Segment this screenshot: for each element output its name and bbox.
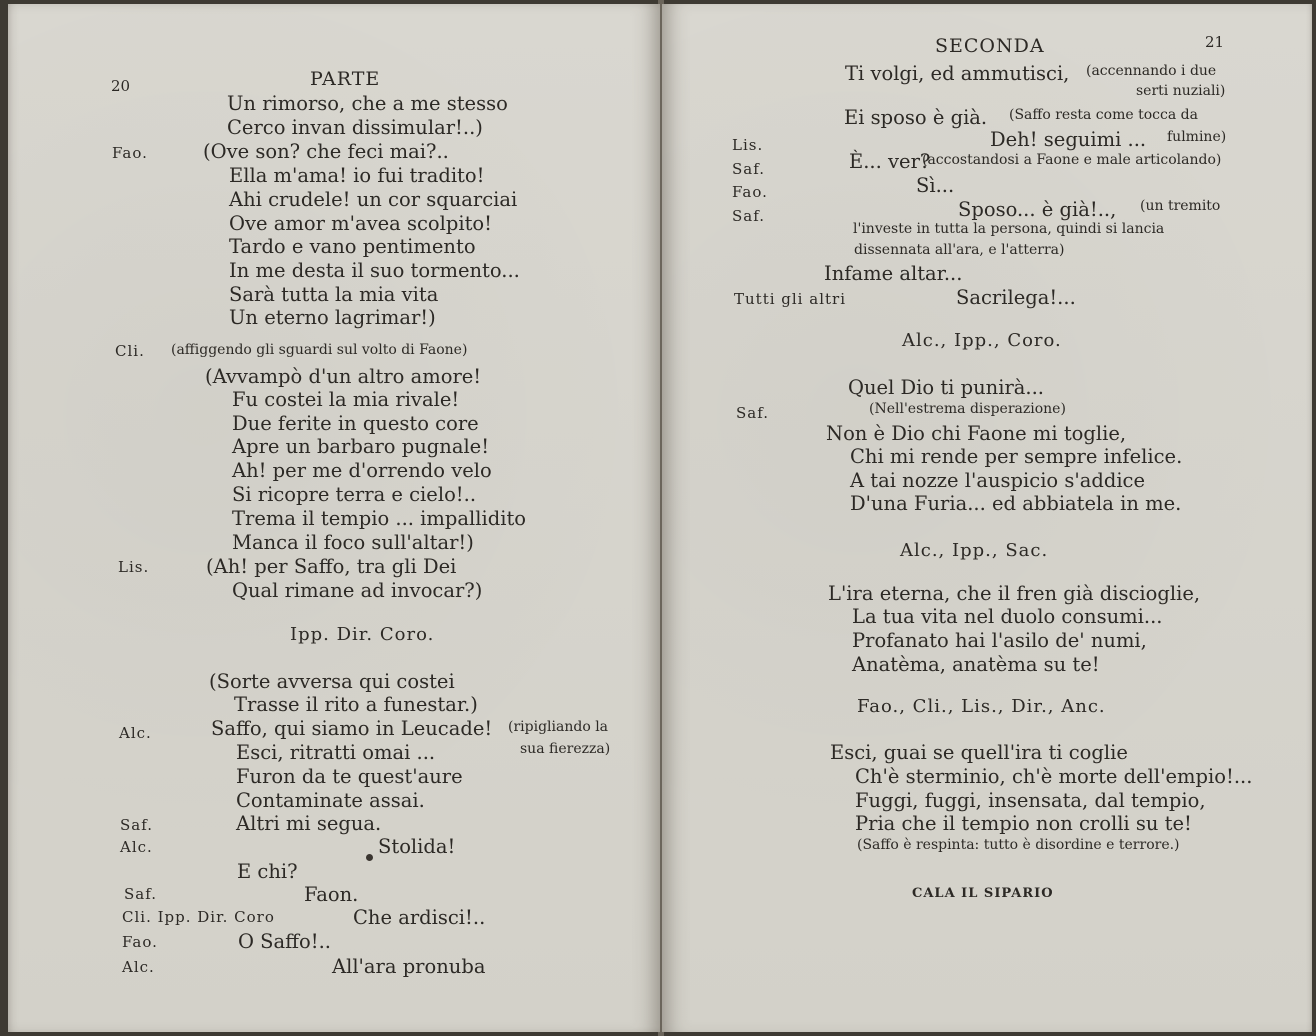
verse-line: È... ver?	[849, 150, 931, 173]
verse-line: Infame altar...	[824, 262, 963, 285]
speaker-label: Tutti gli altri	[734, 290, 846, 308]
verse-line: Pria che il tempio non crolli su te!	[855, 812, 1192, 835]
speaker-label: Saf.	[120, 816, 154, 834]
verse-line: Apre un barbaro pugnale!	[232, 435, 490, 458]
verse-line: Sì...	[916, 174, 955, 197]
verse-line: (Ove son? che feci mai?..	[203, 140, 449, 163]
verse-line: Chi mi rende per sempre infelice.	[850, 445, 1183, 468]
verse-line: Tardo e vano pentimento	[229, 235, 476, 258]
verse-line: Furon da te quest'aure	[236, 765, 463, 788]
verse-line: In me desta il suo tormento...	[229, 259, 520, 282]
verse-line: Ti volgi, ed ammutisci,	[845, 62, 1070, 85]
stage-direction: (ripigliando la	[508, 719, 609, 735]
verse-line: Esci, guai se quell'ira ti coglie	[830, 741, 1128, 764]
verse-line: (Avvampò d'un altro amore!	[205, 365, 482, 388]
page-number: 20	[111, 77, 131, 95]
speaker-label: Saf.	[124, 885, 158, 903]
verse-line: All'ara pronuba	[332, 955, 486, 978]
verse-line: Ove amor m'avea scolpito!	[229, 212, 493, 235]
speaker-label: Fao.	[112, 144, 148, 162]
verse-line: (Ah! per Saffo, tra gli Dei	[206, 555, 457, 578]
speaker-label: Cli.	[115, 342, 145, 360]
verse-line: Non è Dio chi Faone mi toglie,	[826, 422, 1127, 445]
speaker-label: Fao.	[732, 183, 768, 201]
stage-direction: (Saffo resta come tocca da	[1009, 107, 1198, 123]
verse-line: E chi?	[237, 860, 298, 883]
verse-line: Cerco invan dissimular!..)	[227, 116, 483, 139]
speaker-label: Lis.	[732, 136, 764, 154]
verse-line: Profanato hai l'asilo de' numi,	[852, 629, 1147, 652]
speaker-label: Cli. Ipp. Dir. Coro	[122, 908, 275, 926]
verse-line: Due ferite in questo core	[232, 412, 479, 435]
verse-line: Saffo, qui siamo in Leucade!	[211, 717, 493, 740]
stage-direction: (accennando i due	[1086, 63, 1217, 79]
verse-line: Che ardisci!..	[353, 906, 486, 929]
verse-line: Ah! per me d'orrendo velo	[232, 459, 492, 482]
running-head: SECONDA	[935, 35, 1045, 57]
verse-line: Sarà tutta la mia vita	[229, 283, 439, 306]
verse-line: Esci, ritratti omai ...	[236, 741, 436, 764]
speaker-label: Alc.	[122, 958, 155, 976]
verse-line: Ei sposo è già.	[844, 106, 988, 129]
verse-line: Ahi crudele! un cor squarciai	[229, 188, 518, 211]
verse-line: Stolida!	[378, 835, 456, 858]
verse-line: La tua vita nel duolo consumi...	[852, 605, 1163, 628]
ink-speck	[366, 854, 373, 861]
stage-direction: fulmine)	[1167, 129, 1227, 145]
verse-line: Qual rimane ad invocar?)	[232, 579, 483, 602]
verse-line: D'una Furia... ed abbiatela in me.	[850, 492, 1182, 515]
stage-direction: dissennata all'ara, e l'atterra)	[854, 242, 1065, 258]
stage-direction: l'investe in tutta la persona, quindi si lancia	[853, 221, 1165, 237]
chorus-heading: Ipp. Dir. Coro.	[290, 624, 435, 645]
verse-line: Un rimorso, che a me stesso	[227, 92, 508, 115]
verse-line: Manca il foco sull'altar!)	[232, 531, 474, 554]
verse-line: Contaminate assai.	[236, 789, 425, 812]
verse-line: (Sorte avversa qui costei	[209, 670, 455, 693]
stage-direction: (Nell'estrema disperazione)	[869, 401, 1066, 417]
left-page	[8, 4, 660, 1032]
verse-line: Si ricopre terra e cielo!..	[232, 483, 477, 506]
verse-line: Ch'è sterminio, ch'è morte dell'empio!...	[855, 765, 1253, 788]
stage-direction: serti nuziali)	[1136, 83, 1226, 99]
verse-line: O Saffo!..	[238, 930, 331, 953]
speaker-label: Saf.	[732, 207, 766, 225]
page-number: 21	[1205, 33, 1225, 51]
running-head: PARTE	[310, 68, 381, 90]
speaker-label: Lis.	[118, 558, 150, 576]
verse-line: Fu costei la mia rivale!	[232, 388, 460, 411]
speaker-label: Saf.	[732, 160, 766, 178]
verse-line: Ella m'ama! io fui tradito!	[229, 164, 485, 187]
stage-direction: (affiggendo gli sguardi sul volto di Faone)	[171, 342, 468, 358]
verse-line: Sposo... è già!..,	[958, 198, 1117, 221]
verse-line: Fuggi, fuggi, insensata, dal tempio,	[855, 789, 1206, 812]
verse-line: Un eterno lagrimar!)	[229, 306, 436, 329]
verse-line: Trema il tempio ... impallidito	[232, 507, 527, 530]
verse-line: Deh! seguimi ...	[990, 128, 1147, 151]
verse-line: Sacrilega!...	[956, 286, 1076, 309]
speaker-label: Alc.	[119, 724, 152, 742]
verse-line: Quel Dio ti punirà...	[848, 376, 1044, 399]
stage-direction: (un tremito	[1140, 198, 1221, 214]
verse-line: Faon.	[304, 883, 359, 906]
stage-direction: (accostandosi a Faone e male articolando)	[922, 152, 1222, 168]
chorus-heading: Alc., Ipp., Coro.	[902, 330, 1062, 351]
speaker-label: Saf.	[736, 404, 770, 422]
verse-line: A tai nozze l'auspicio s'addice	[850, 469, 1146, 492]
stage-direction: (Saffo è respinta: tutto è disordine e terrore.)	[857, 837, 1180, 853]
stage-direction: sua fierezza)	[520, 741, 611, 757]
speaker-label: Fao.	[122, 933, 158, 951]
chorus-heading: Alc., Ipp., Sac.	[900, 540, 1049, 561]
curtain-falls: CALA IL SIPARIO	[912, 886, 1054, 901]
verse-line: Trasse il rito a funestar.)	[234, 693, 478, 716]
verse-line: L'ira eterna, che il fren già discioglie,	[828, 582, 1201, 605]
speaker-label: Alc.	[120, 838, 153, 856]
right-page	[662, 4, 1312, 1032]
verse-line: Anatèma, anatèma su te!	[852, 653, 1100, 676]
verse-line: Altri mi segua.	[236, 812, 382, 835]
chorus-heading: Fao., Cli., Lis., Dir., Anc.	[857, 696, 1106, 717]
